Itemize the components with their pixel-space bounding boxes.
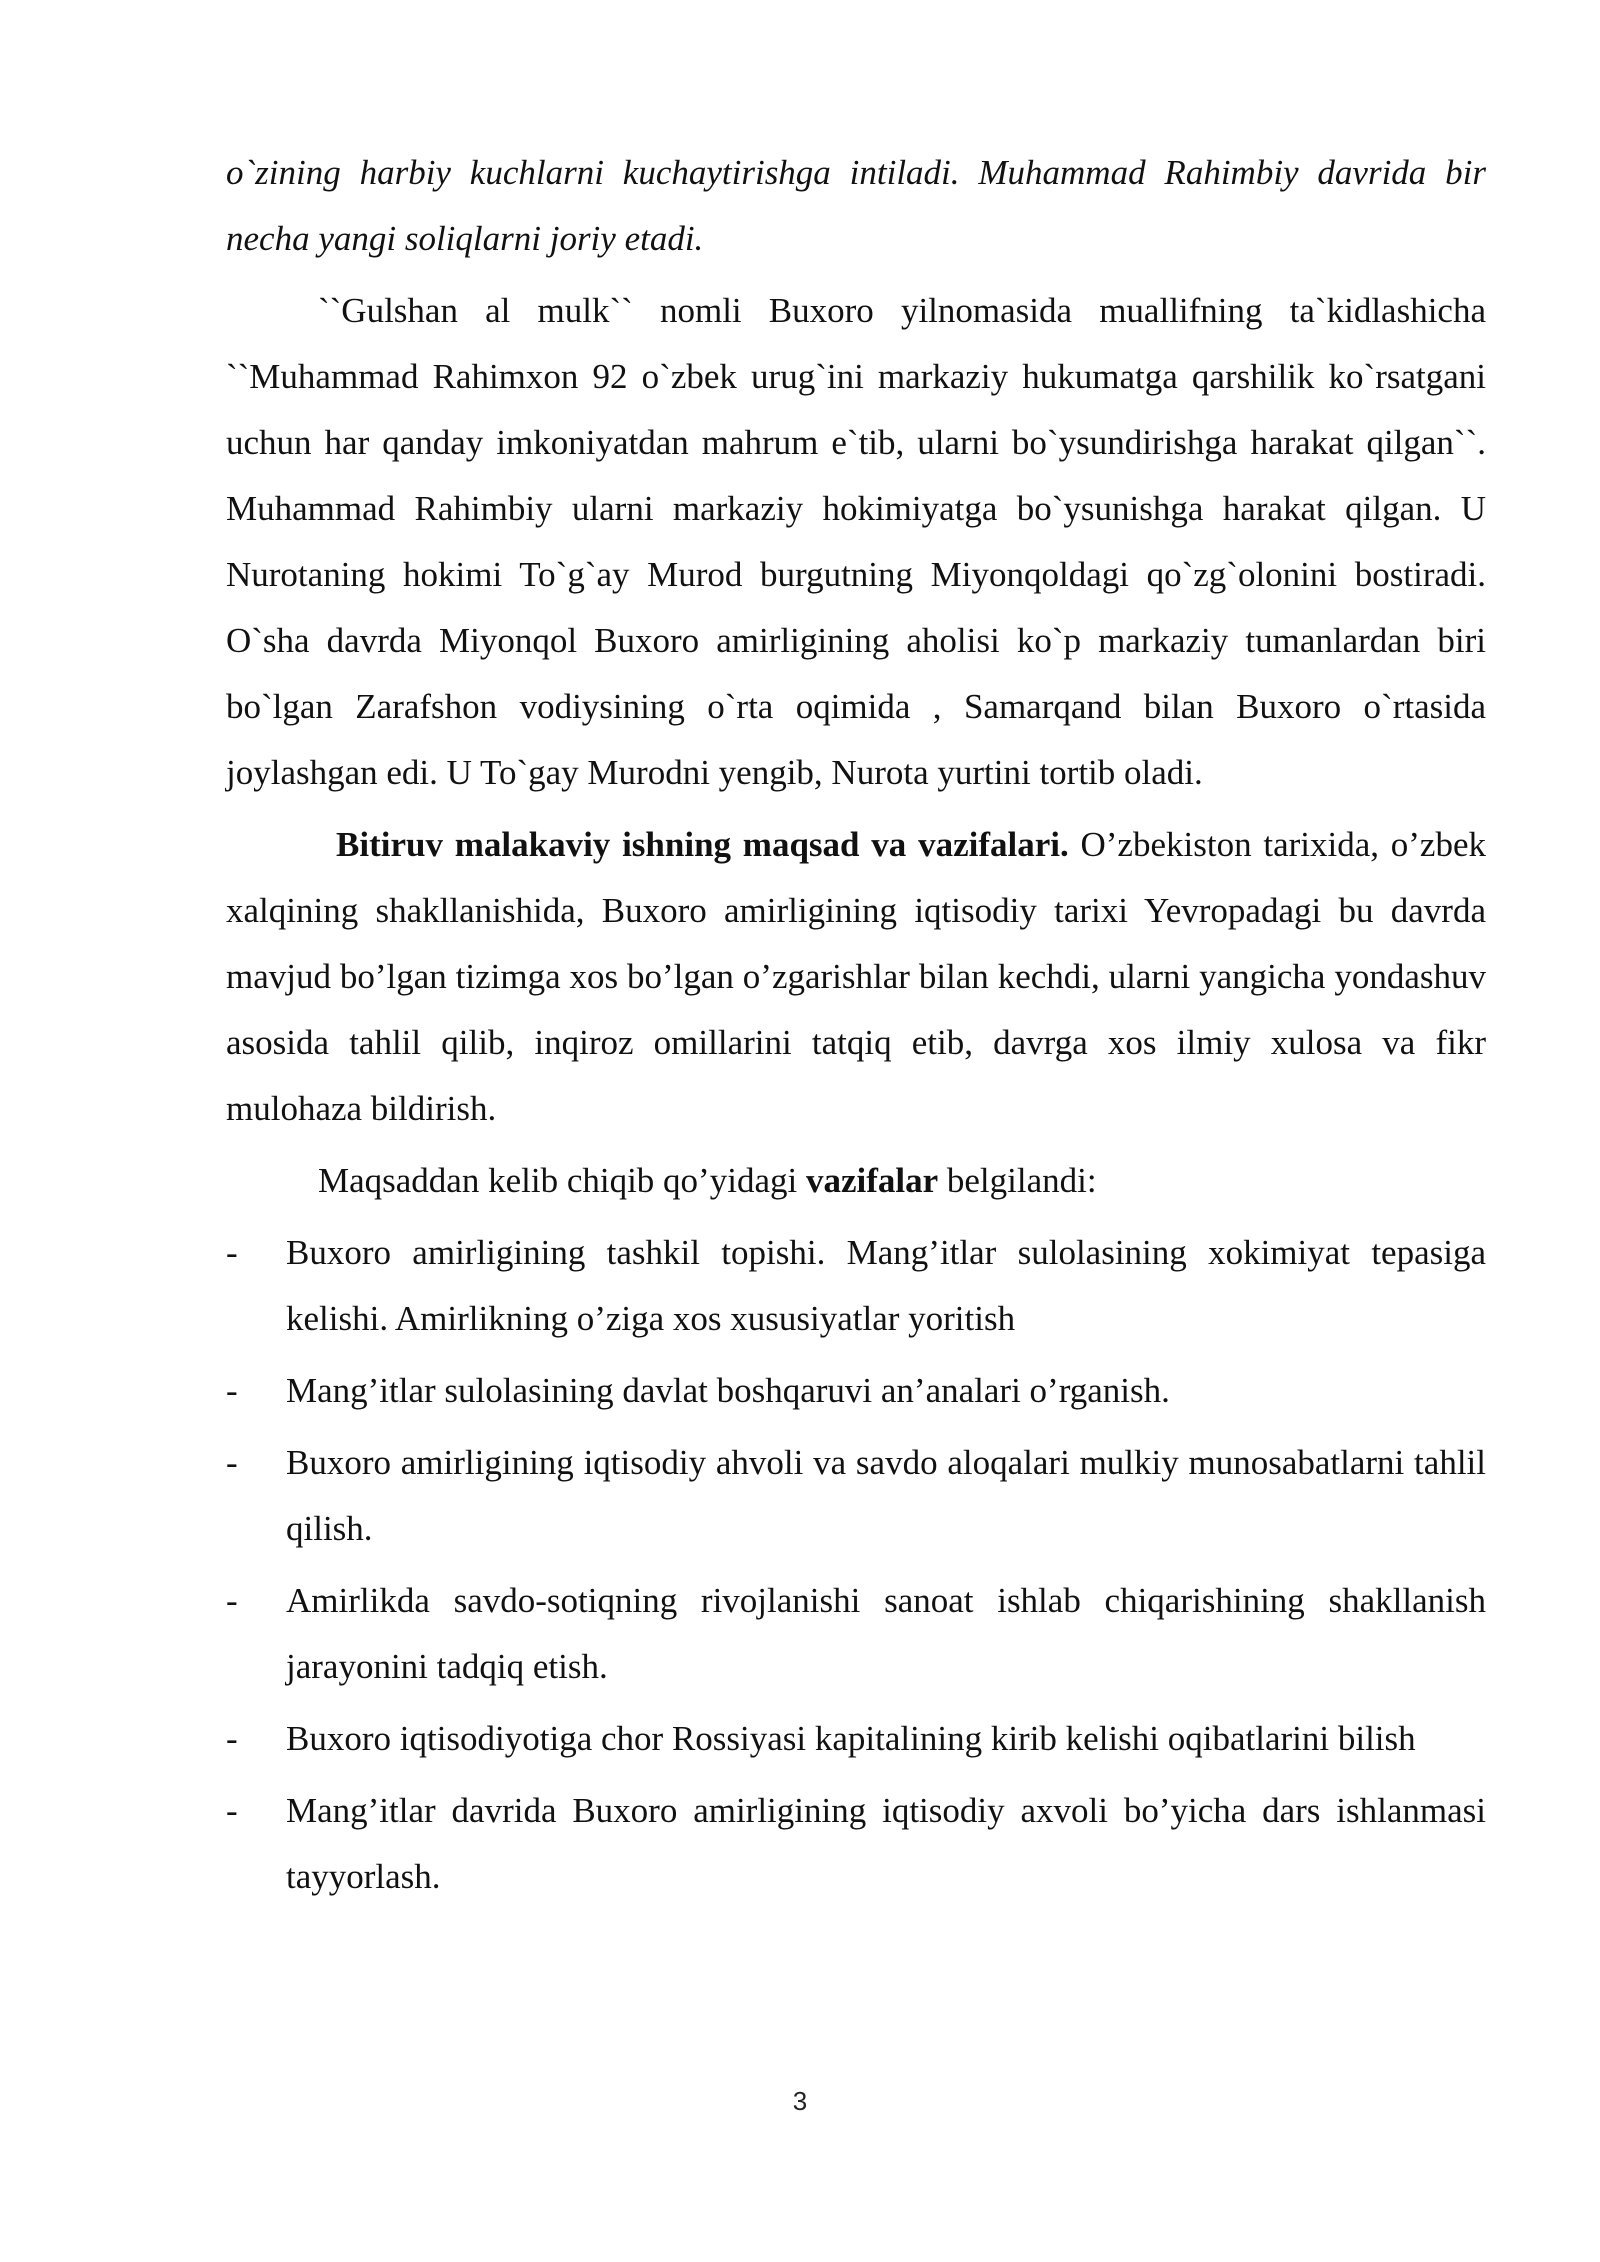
tasks-intro-after: belgilandi: [938, 1161, 1097, 1200]
list-item [226, 1706, 1486, 1772]
paragraph-continuation: o`zining harbiy kuchlarni kuchaytirishga intiladi. Muhammad Rahimbiy davrida bir necha yangi soliqlarni joriy etadi. [226, 153, 1486, 258]
list-item [226, 1568, 1486, 1700]
list-item-text: Mang’itlar davrida Buxoro amirligining iqtisodiy axvoli bo’yicha dars ishlanmasi tayyorlash. [286, 1791, 1486, 1896]
list-marker: - [226, 1719, 238, 1758]
list-item [226, 1778, 1486, 1910]
list-marker: - [226, 1371, 238, 1410]
list-marker: - [226, 1581, 238, 1620]
list-item-text: Amirlikda savdo-sotiqning rivojlanishi sanoat ishlab chiqarishining shakllanish jarayonini tadqiq etish. [286, 1581, 1486, 1686]
paragraph-goals [226, 812, 1486, 1142]
goals-heading: Bitiruv malakaviy ishning maqsad va vazifalari. [336, 825, 1069, 864]
paragraph-gulshan-al-mulk: ``Gulshan al mulk`` nomli Buxoro yilnomasida muallifning ta`kidlashicha ``Muhammad Rahimxon 92 o`zbek urug`ini markaziy hukumatga qarshilik ko`rsatgani uchun har qanday imkoniyatdan mahrum e`tib, ularni bo`ysundirishga harakat qilgan``. Muhammad Rahimbiy ularni markaziy hokimiyatga bo`ysunishga harakat qilgan. U Nurotaning hokimi To`g`ay Murod burgutning Miyonqoldagi qo`zg`olonini bostiradi. O`sha davrda Miyonqol Buxoro amirligining aholisi ko`p markaziy tumanlardan biri bo`lgan Zarafshon vodiysining o`rta oqimida , Samarqand bilan Buxoro o`rtasida joylashgan edi. U To`gay Murodni yengib, Nurota yurtini tortib oladi. [226, 291, 1486, 792]
list-marker: - [226, 1791, 238, 1830]
tasks-intro-before: Maqsaddan kelib chiqib qo’yidagi [318, 1161, 806, 1200]
page-number: 3 [792, 2086, 808, 2116]
body-text [226, 140, 1486, 1910]
list-item-text: Mang’itlar sulolasining davlat boshqaruvi an’analari o’rganish. [286, 1371, 1170, 1410]
list-item [226, 1220, 1486, 1352]
list-marker: - [226, 1233, 238, 1272]
tasks-intro-bold: vazifalar [805, 1161, 939, 1200]
list-item-text: Buxoro amirligining tashkil topishi. Mang’itlar sulolasining xokimiyat tepasiga kelishi. Amirlikning o’ziga xos xususiyatlar yoritish [286, 1233, 1486, 1338]
tasks-list [226, 1220, 1486, 1910]
paragraph-tasks-intro [226, 1148, 1486, 1214]
list-marker: - [226, 1443, 238, 1482]
list-item-text: Buxoro iqtisodiyotiga chor Rossiyasi kapitalining kirib kelishi oqibatlarini bilish [286, 1719, 1416, 1758]
list-item [226, 1358, 1486, 1424]
goals-text: O’zbekiston tarixida, o’zbek xalqining shakllanishida, Buxoro amirligining iqtisodiy tarixi Yevropadagi bu davrda mavjud bo’lgan tizimga xos bo’lgan o’zgarishlar bilan kechdi, ularni yangicha yondashuv asosida tahlil qilib, inqiroz omillarini tatqiq etib, davrga xos ilmiy xulosa va fikr mulohaza bildirish. [226, 825, 1486, 1128]
list-item [226, 1430, 1486, 1562]
list-item-text: Buxoro amirligining iqtisodiy ahvoli va savdo aloqalari mulkiy munosabatlarni tahlil qilish. [286, 1443, 1486, 1548]
